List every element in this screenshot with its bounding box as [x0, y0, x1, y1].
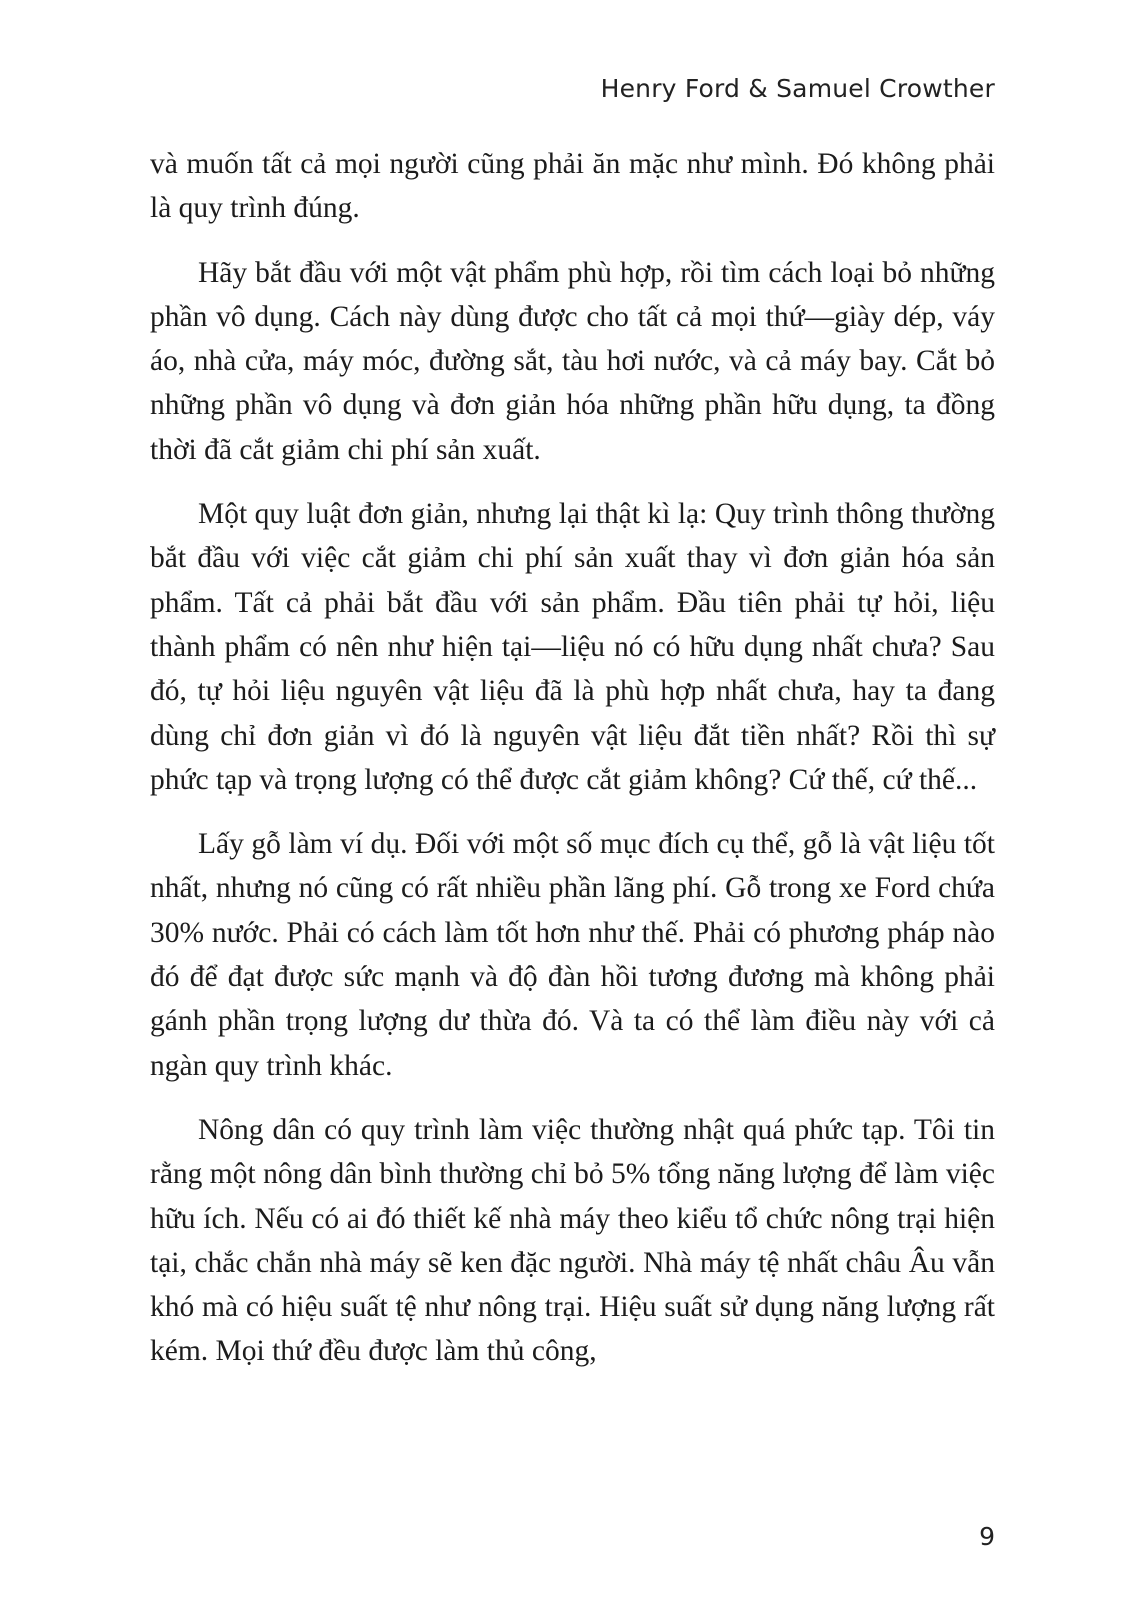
paragraph-3: Một quy luật đơn giản, nhưng lại thật kì lạ: Quy trình thông thường bắt đầu với việc cắt giảm chi phí sản xuất thay vì đơn giản hóa sản phẩm. Tất cả phải bắt đầu với sản phẩm. Đầu tiên phải tự hỏi, liệu thành phẩm có nên như hiện tại—liệu nó có hữu dụng nhất chưa? Sau đó, tự hỏi liệu nguyên vật liệu đã là phù hợp nhất chưa, hay ta đang dùng chỉ đơn giản vì đó là nguyên vật liệu đắt tiền nhất? Rồi thì sự phức tạp và trọng lượng có thể được cắt giảm không? Cứ thế, cứ thế... — [150, 498, 995, 796]
paragraph-1: và muốn tất cả mọi người cũng phải ăn mặc như mình. Đó không phải là quy trình đúng. — [150, 148, 995, 225]
paragraph-4: Lấy gỗ làm ví dụ. Đối với một số mục đích cụ thể, gỗ là vật liệu tốt nhất, nhưng nó cũng có rất nhiều phần lãng phí. Gỗ trong xe Ford chứa 30% nước. Phải có cách làm tốt hơn như thế. Phải có phương pháp nào đó để đạt được sức mạnh và độ đàn hồi tương đương mà không phải gánh phần trọng lượng dư thừa đó. Và ta có thể làm điều này với cả ngàn quy trình khác. — [150, 828, 995, 1082]
page-body — [150, 142, 995, 1394]
running-header: Henry Ford & Samuel Crowther — [600, 74, 995, 103]
page-number: 9 — [979, 1522, 995, 1551]
paragraph-5: Nông dân có quy trình làm việc thường nhật quá phức tạp. Tôi tin rằng một nông dân bình thường chỉ bỏ 5% tổng năng lượng để làm việc hữu ích. Nếu có ai đó thiết kế nhà máy theo kiểu tổ chức nông trại hiện tại, chắc chắn nhà máy sẽ ken đặc người. Nhà máy tệ nhất châu Âu vẫn khó mà có hiệu suất tệ như nông trại. Hiệu suất sử dụng năng lượng rất kém. Mọi thứ đều được làm thủ công, — [150, 1113, 995, 1368]
paragraph-2: Hãy bắt đầu với một vật phẩm phù hợp, rồi tìm cách loại bỏ những phần vô dụng. Cách này dùng được cho tất cả mọi thứ—giày dép, váy áo, nhà cửa, máy móc, đường sắt, tàu hơi nước, và cả máy bay. Cắt bỏ những phần vô dụng và đơn giản hóa những phần hữu dụng, ta đồng thời đã cắt giảm chi phí sản xuất. — [150, 256, 995, 466]
